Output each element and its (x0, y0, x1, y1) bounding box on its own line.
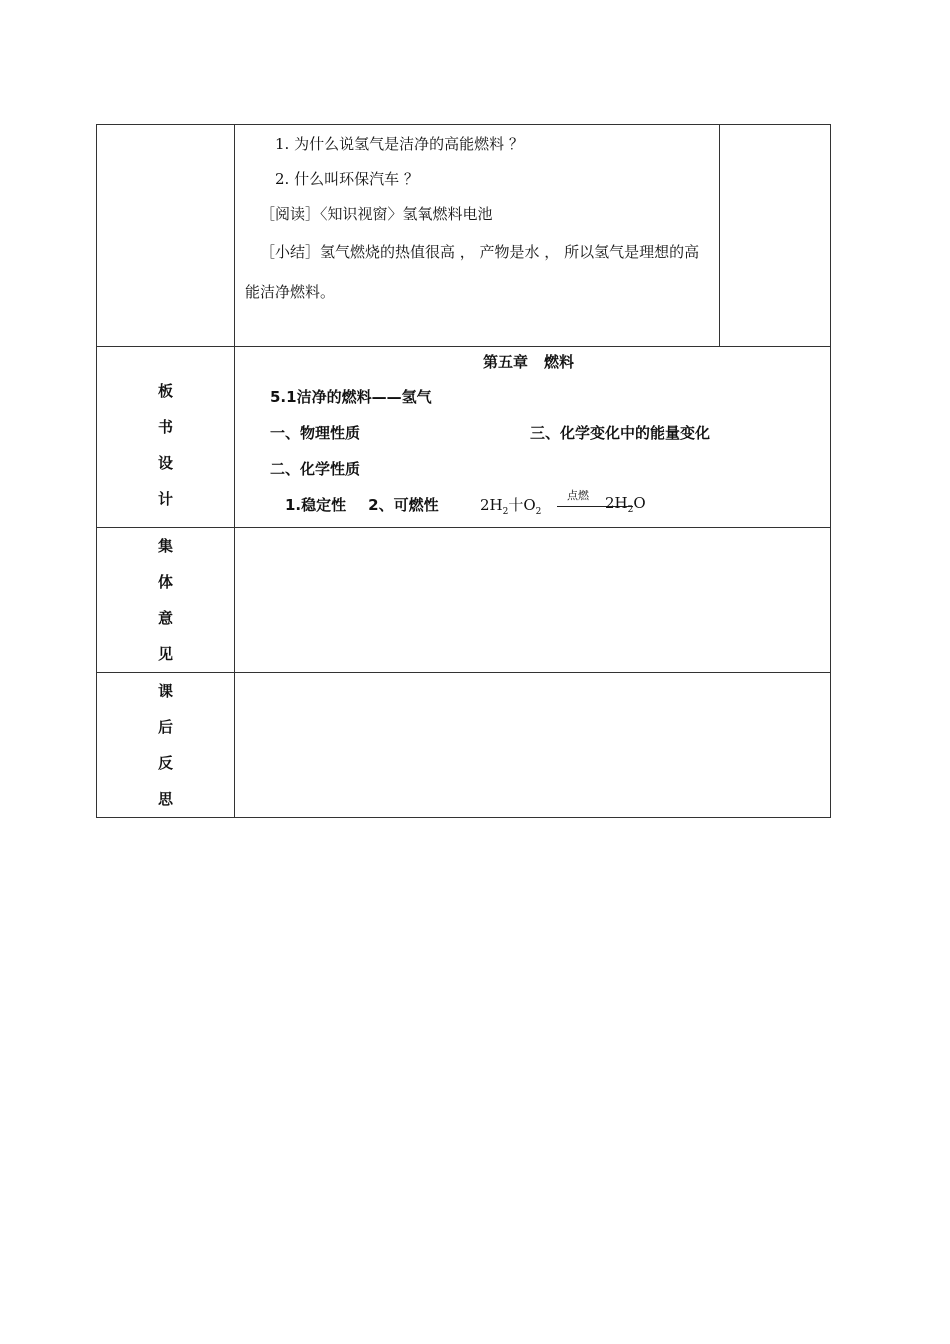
label-char: 课 (157, 682, 173, 700)
board-design-row (97, 347, 831, 528)
heading-physical: 一、物理性质 (270, 424, 361, 442)
label-char: 设 (157, 454, 173, 472)
collective-opinion-label (97, 528, 235, 673)
heading-energy: 三、化学变化中的能量变化 (530, 424, 711, 442)
label-char: 体 (157, 573, 173, 591)
teaching-row (97, 125, 831, 347)
reaction-reactants: $2H_2$十$O_2$ (480, 496, 542, 517)
label-char: 集 (157, 537, 173, 555)
teaching-label-cell (97, 125, 235, 347)
heading-chemical: 二、化学性质 (270, 460, 361, 478)
board-design-label (97, 347, 235, 528)
reading-note: ［阅读］〈知识视窗〉氢氧燃料电池 (260, 205, 493, 223)
reflection-label (97, 673, 235, 818)
section-title: 5.1洁净的燃料——氢气 (270, 388, 432, 406)
question-1: 1. 为什么说氢气是洁净的高能燃料 ？ (275, 135, 524, 153)
chapter-title: 第五章 燃料 (483, 353, 575, 371)
label-char: 意 (157, 609, 173, 627)
lesson-plan-table (96, 124, 831, 818)
property-items: 1.稳定性 2、可燃性 (285, 496, 439, 514)
reflection-row (97, 673, 831, 818)
label-char: 书 (157, 418, 173, 436)
reflection-content (235, 673, 831, 818)
reaction-condition: 点燃 (567, 489, 589, 502)
collective-opinion-content (235, 528, 831, 673)
collective-opinion-row (97, 528, 831, 673)
label-char: 计 (157, 490, 173, 508)
label-char: 见 (157, 645, 173, 663)
label-char: 思 (157, 790, 173, 808)
label-char: 板 (157, 382, 173, 400)
teaching-note-cell (720, 125, 831, 347)
board-design-content (235, 347, 831, 528)
label-char: 反 (157, 754, 173, 772)
label-char: 后 (157, 718, 173, 736)
question-2: 2. 什么叫环保汽车 ？ (275, 170, 419, 188)
reaction-product: $2H_2O$ (605, 494, 646, 515)
teaching-content-cell (235, 125, 720, 347)
summary-note: ［小结］氢气燃烧的热值很高 ， 产物是水 ， 所以氢气是理想的高能洁净燃料。 (245, 243, 700, 301)
